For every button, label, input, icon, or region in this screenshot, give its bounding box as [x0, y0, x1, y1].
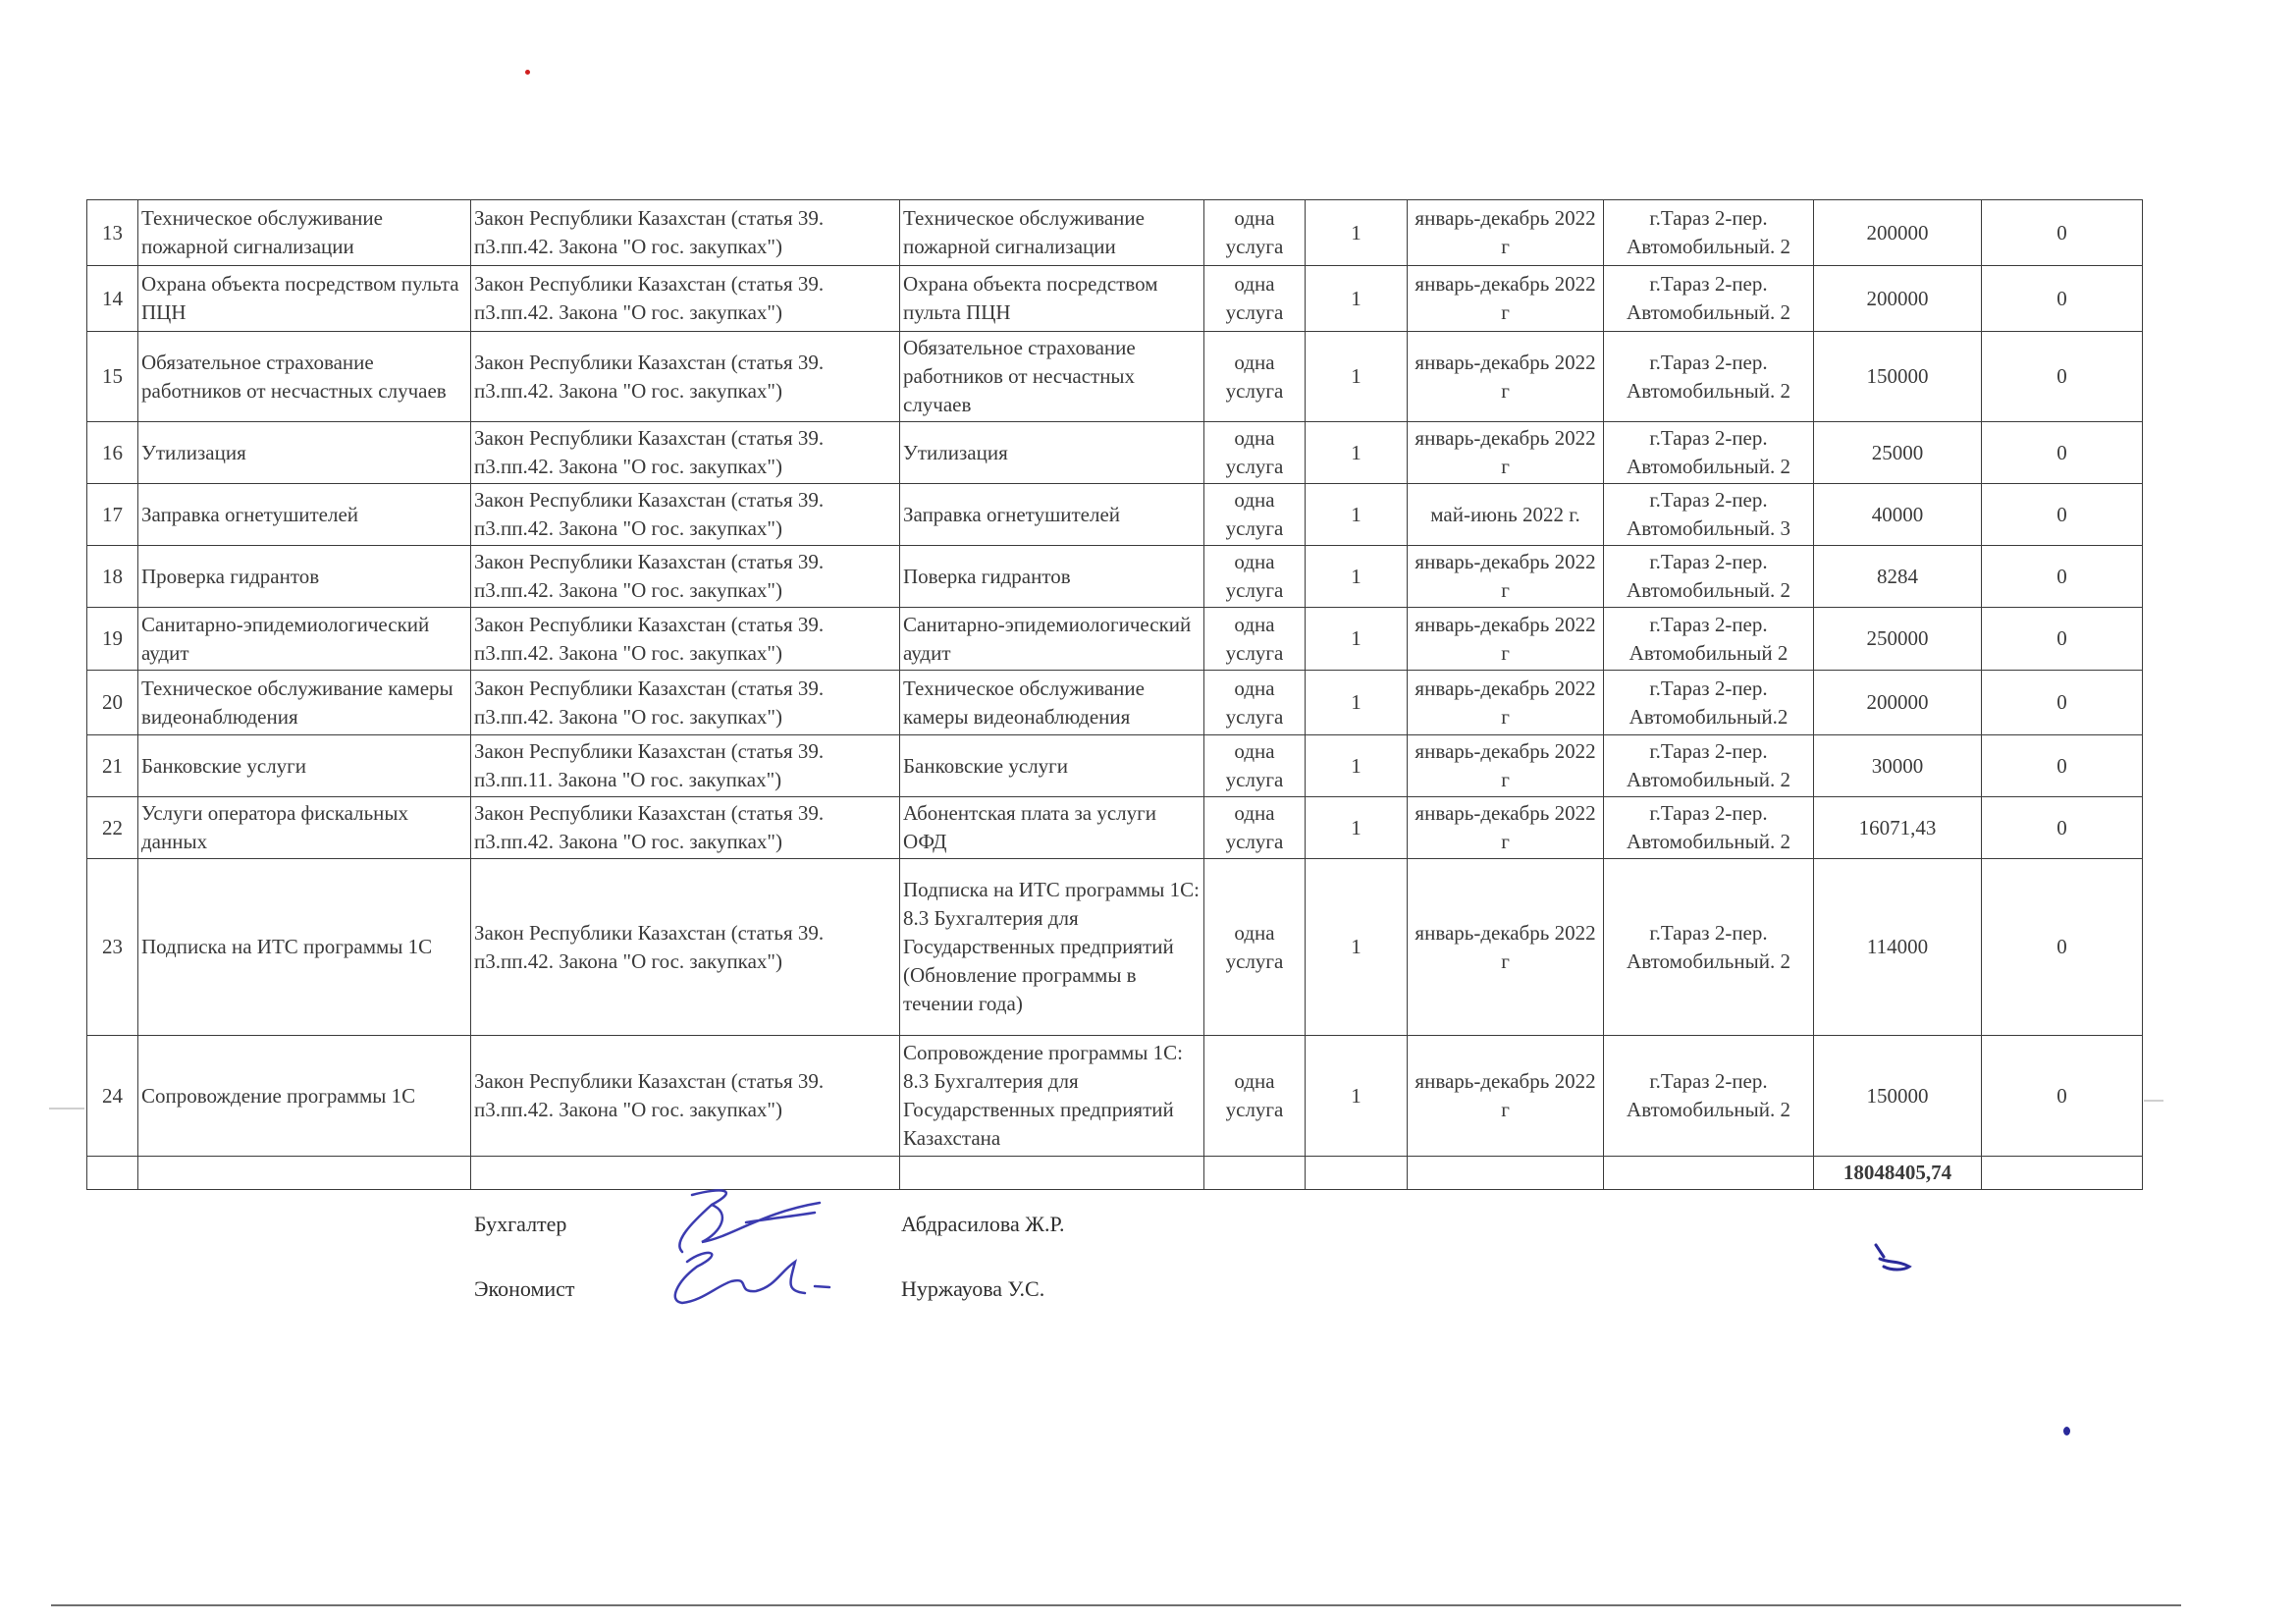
cell-amount: 200000 [1814, 200, 1982, 266]
cell-location: г.Тараз 2-пер. Автомобильный. 2 [1604, 859, 1814, 1036]
cell-period: январь-декабрь 2022 г [1408, 671, 1604, 735]
cell-row-number: 13 [87, 200, 138, 266]
cell-period: январь-декабрь 2022 г [1408, 422, 1604, 484]
cell-unit: одна услуга [1204, 1036, 1306, 1157]
cell-row-number: 19 [87, 608, 138, 671]
economist-role: Экономист [474, 1276, 575, 1301]
cell-legal-basis: Закон Республики Казахстан (статья 39. п3.пп.42. Закона "О гос. закупках") [471, 671, 900, 735]
cell-extra-value: 0 [1982, 422, 2143, 484]
cell-period: январь-декабрь 2022 г [1408, 608, 1604, 671]
table-row [87, 332, 2143, 422]
stamp-ink-mark-icon [1870, 1239, 1919, 1278]
cell-service-description: Обязательное страхование работников от несчастных случаев [900, 332, 1204, 422]
cell-extra-value: 0 [1982, 266, 2143, 332]
cell-quantity: 1 [1306, 200, 1408, 266]
cell-legal-basis: Закон Республики Казахстан (статья 39. п3.пп.42. Закона "О гос. закупках") [471, 484, 900, 546]
cell-location: г.Тараз 2-пер. Автомобильный. 2 [1604, 200, 1814, 266]
cell-row-number: 22 [87, 797, 138, 859]
cell-location: г.Тараз 2-пер. Автомобильный.2 [1604, 671, 1814, 735]
cell-location: г.Тараз 2-пер. Автомобильный. 2 [1604, 422, 1814, 484]
cell-unit: одна услуга [1204, 608, 1306, 671]
cell-unit: одна услуга [1204, 484, 1306, 546]
cell-service-description: Заправка огнетушителей [900, 484, 1204, 546]
empty-cell [1604, 1157, 1814, 1190]
cell-service-description: Поверка гидрантов [900, 546, 1204, 608]
cell-unit: одна услуга [1204, 266, 1306, 332]
cell-service-name: Охрана объекта посредством пульта ПЦН [138, 266, 471, 332]
cell-period: январь-декабрь 2022 г [1408, 797, 1604, 859]
cell-unit: одна услуга [1204, 797, 1306, 859]
empty-cell [138, 1157, 471, 1190]
table-row [87, 671, 2143, 735]
cell-unit: одна услуга [1204, 200, 1306, 266]
empty-cell [1204, 1157, 1306, 1190]
cell-period: январь-декабрь 2022 г [1408, 735, 1604, 797]
cell-location: г.Тараз 2-пер. Автомобильный. 2 [1604, 797, 1814, 859]
cell-period: январь-декабрь 2022 г [1408, 1036, 1604, 1157]
cell-period: январь-декабрь 2022 г [1408, 546, 1604, 608]
cell-quantity: 1 [1306, 546, 1408, 608]
table-row [87, 797, 2143, 859]
table-row [87, 1036, 2143, 1157]
empty-cell [1982, 1157, 2143, 1190]
cell-period: январь-декабрь 2022 г [1408, 332, 1604, 422]
cell-row-number: 15 [87, 332, 138, 422]
signature-economist-icon [658, 1232, 854, 1311]
cell-service-description: Санитарно-эпидемиологический аудит [900, 608, 1204, 671]
cell-row-number: 14 [87, 266, 138, 332]
cell-period: январь-декабрь 2022 г [1408, 859, 1604, 1036]
cell-amount: 250000 [1814, 608, 1982, 671]
cell-location: г.Тараз 2-пер. Автомобильный. 2 [1604, 546, 1814, 608]
cell-unit: одна услуга [1204, 859, 1306, 1036]
cell-legal-basis: Закон Республики Казахстан (статья 39. п3.пп.42. Закона "О гос. закупках") [471, 200, 900, 266]
table-row [87, 200, 2143, 266]
cell-row-number: 21 [87, 735, 138, 797]
cell-extra-value: 0 [1982, 546, 2143, 608]
scan-bottom-edge [51, 1604, 2181, 1606]
cell-legal-basis: Закон Республики Казахстан (статья 39. п3.пп.11. Закона "О гос. закупках") [471, 735, 900, 797]
economist-name: Нуржауова У.С. [901, 1276, 1045, 1301]
cell-amount: 25000 [1814, 422, 1982, 484]
cell-quantity: 1 [1306, 608, 1408, 671]
cell-service-name: Обязательное страхование работников от несчастных случаев [138, 332, 471, 422]
cell-amount: 8284 [1814, 546, 1982, 608]
table-row [87, 735, 2143, 797]
cell-amount: 150000 [1814, 1036, 1982, 1157]
cell-service-name: Техническое обслуживание пожарной сигнализации [138, 200, 471, 266]
cell-quantity: 1 [1306, 484, 1408, 546]
cell-amount: 150000 [1814, 332, 1982, 422]
cell-service-description: Абонентская плата за услуги ОФД [900, 797, 1204, 859]
cell-quantity: 1 [1306, 859, 1408, 1036]
table-row [87, 546, 2143, 608]
cell-location: г.Тараз 2-пер. Автомобильный. 2 [1604, 266, 1814, 332]
cell-legal-basis: Закон Республики Казахстан (статья 39. п3.пп.42. Закона "О гос. закупках") [471, 1036, 900, 1157]
empty-cell [87, 1157, 138, 1190]
cell-extra-value: 0 [1982, 859, 2143, 1036]
cell-quantity: 1 [1306, 332, 1408, 422]
cell-unit: одна услуга [1204, 332, 1306, 422]
scan-edge-line [2144, 1100, 2163, 1102]
cell-service-name: Сопровождение программы 1С [138, 1036, 471, 1157]
cell-extra-value: 0 [1982, 608, 2143, 671]
cell-row-number: 23 [87, 859, 138, 1036]
cell-service-name: Техническое обслуживание камеры видеонаблюдения [138, 671, 471, 735]
cell-quantity: 1 [1306, 735, 1408, 797]
cell-service-name: Заправка огнетушителей [138, 484, 471, 546]
cell-legal-basis: Закон Республики Казахстан (статья 39. п3.пп.42. Закона "О гос. закупках") [471, 422, 900, 484]
cell-quantity: 1 [1306, 797, 1408, 859]
cell-quantity: 1 [1306, 1036, 1408, 1157]
cell-period: январь-декабрь 2022 г [1408, 266, 1604, 332]
scan-blue-speck [2063, 1427, 2070, 1435]
table-row [87, 422, 2143, 484]
cell-extra-value: 0 [1982, 332, 2143, 422]
cell-service-name: Банковские услуги [138, 735, 471, 797]
cell-extra-value: 0 [1982, 735, 2143, 797]
cell-legal-basis: Закон Республики Казахстан (статья 39. п3.пп.42. Закона "О гос. закупках") [471, 608, 900, 671]
table-row [87, 608, 2143, 671]
grand-total: 18048405,74 [1814, 1157, 1982, 1190]
cell-location: г.Тараз 2-пер. Автомобильный. 2 [1604, 332, 1814, 422]
cell-amount: 30000 [1814, 735, 1982, 797]
empty-cell [1306, 1157, 1408, 1190]
cell-location: г.Тараз 2-пер. Автомобильный. 3 [1604, 484, 1814, 546]
cell-quantity: 1 [1306, 671, 1408, 735]
cell-unit: одна услуга [1204, 546, 1306, 608]
empty-cell [1408, 1157, 1604, 1190]
cell-service-name: Проверка гидрантов [138, 546, 471, 608]
cell-legal-basis: Закон Республики Казахстан (статья 39. п3.пп.42. Закона "О гос. закупках") [471, 266, 900, 332]
cell-amount: 114000 [1814, 859, 1982, 1036]
cell-amount: 200000 [1814, 671, 1982, 735]
accountant-name: Абдрасилова Ж.Р. [901, 1212, 1065, 1236]
cell-extra-value: 0 [1982, 1036, 2143, 1157]
cell-service-name: Услуги оператора фискальных данных [138, 797, 471, 859]
cell-legal-basis: Закон Республики Казахстан (статья 39. п3.пп.42. Закона "О гос. закупках") [471, 332, 900, 422]
scan-edge-line [49, 1108, 84, 1110]
cell-period: январь-декабрь 2022 г [1408, 200, 1604, 266]
cell-extra-value: 0 [1982, 671, 2143, 735]
cell-quantity: 1 [1306, 266, 1408, 332]
cell-row-number: 20 [87, 671, 138, 735]
procurement-table [86, 199, 2143, 1190]
cell-amount: 16071,43 [1814, 797, 1982, 859]
cell-extra-value: 0 [1982, 200, 2143, 266]
cell-service-name: Утилизация [138, 422, 471, 484]
cell-unit: одна услуга [1204, 735, 1306, 797]
cell-row-number: 17 [87, 484, 138, 546]
table-row [87, 266, 2143, 332]
cell-row-number: 16 [87, 422, 138, 484]
total-row [87, 1157, 2143, 1190]
cell-unit: одна услуга [1204, 422, 1306, 484]
cell-location: г.Тараз 2-пер. Автомобильный. 2 [1604, 735, 1814, 797]
scan-red-dot [525, 70, 530, 75]
cell-service-description: Сопровождение программы 1С: 8.3 Бухгалтерия для Государственных предприятий Казахстана [900, 1036, 1204, 1157]
table-row [87, 484, 2143, 546]
cell-location: г.Тараз 2-пер. Автомобильный 2 [1604, 608, 1814, 671]
cell-legal-basis: Закон Республики Казахстан (статья 39. п3.пп.42. Закона "О гос. закупках") [471, 859, 900, 1036]
cell-service-description: Подписка на ИТС программы 1С: 8.3 Бухгалтерия для Государственных предприятий (Обновление программы в течении года) [900, 859, 1204, 1036]
cell-row-number: 24 [87, 1036, 138, 1157]
cell-legal-basis: Закон Республики Казахстан (статья 39. п3.пп.42. Закона "О гос. закупках") [471, 797, 900, 859]
cell-quantity: 1 [1306, 422, 1408, 484]
empty-cell [900, 1157, 1204, 1190]
cell-extra-value: 0 [1982, 484, 2143, 546]
cell-service-description: Утилизация [900, 422, 1204, 484]
cell-service-description: Техническое обслуживание камеры видеонаблюдения [900, 671, 1204, 735]
cell-period: май-июнь 2022 г. [1408, 484, 1604, 546]
cell-amount: 40000 [1814, 484, 1982, 546]
cell-service-description: Техническое обслуживание пожарной сигнализации [900, 200, 1204, 266]
cell-row-number: 18 [87, 546, 138, 608]
cell-amount: 200000 [1814, 266, 1982, 332]
cell-unit: одна услуга [1204, 671, 1306, 735]
accountant-role: Бухгалтер [474, 1212, 567, 1236]
cell-extra-value: 0 [1982, 797, 2143, 859]
table-row [87, 859, 2143, 1036]
cell-service-description: Банковские услуги [900, 735, 1204, 797]
cell-service-description: Охрана объекта посредством пульта ПЦН [900, 266, 1204, 332]
cell-service-name: Санитарно-эпидемиологический аудит [138, 608, 471, 671]
cell-legal-basis: Закон Республики Казахстан (статья 39. п3.пп.42. Закона "О гос. закупках") [471, 546, 900, 608]
cell-location: г.Тараз 2-пер. Автомобильный. 2 [1604, 1036, 1814, 1157]
cell-service-name: Подписка на ИТС программы 1С [138, 859, 471, 1036]
